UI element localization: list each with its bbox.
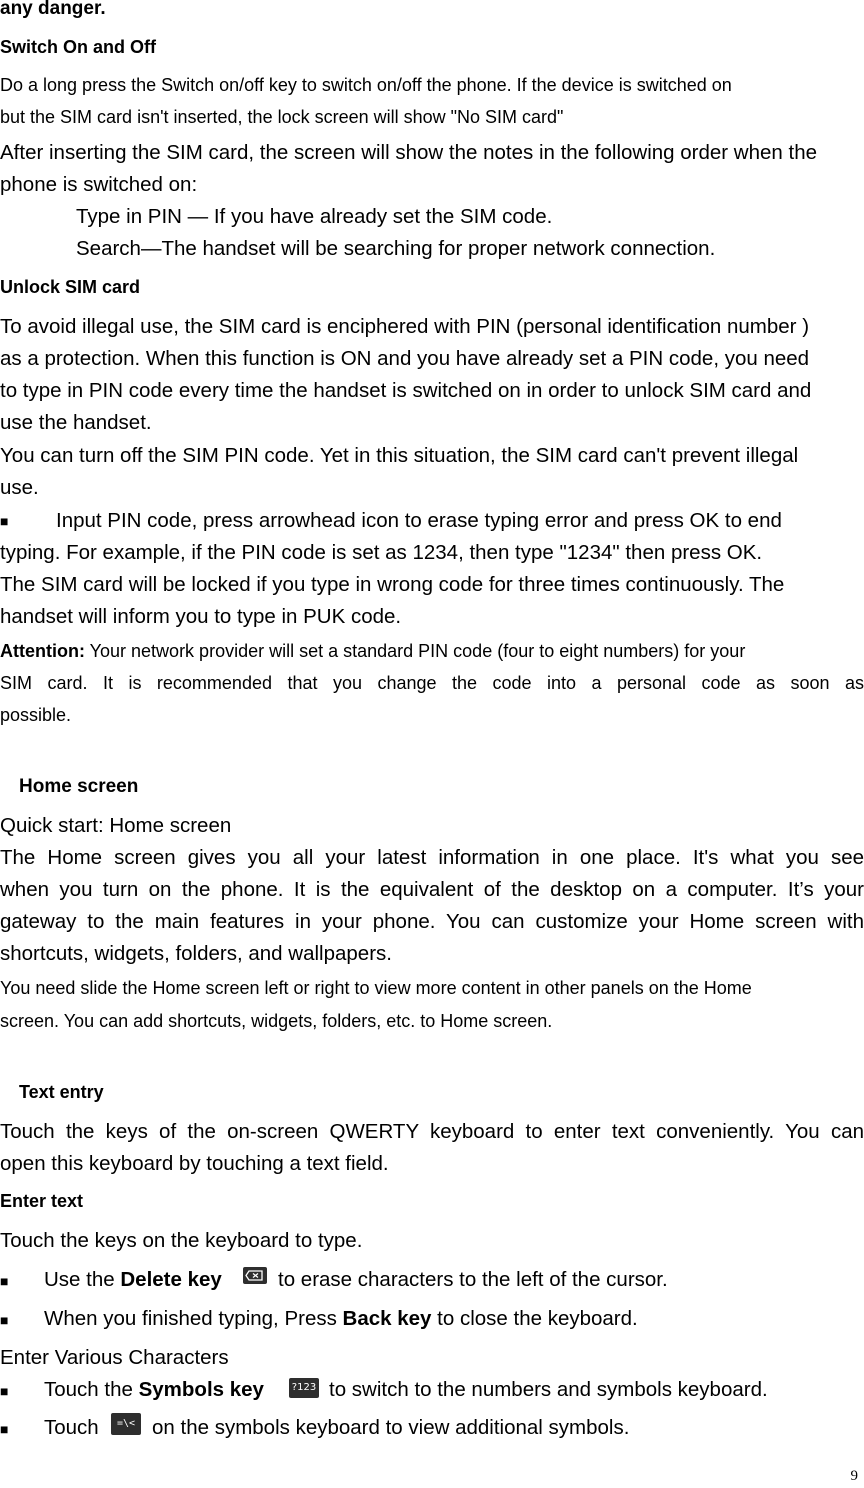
backspace-icon [243, 1267, 267, 1284]
bullet-text: Input PIN code, press arrowhead icon to erase typing error and press OK to end [56, 509, 782, 532]
bullet-text-part: Use the [44, 1268, 121, 1291]
paragraph-line: The SIM card will be locked if you type in wrong code for three times continuously. The [0, 573, 785, 596]
symbols-key-label: Symbols key [138, 1378, 264, 1401]
paragraph-line: possible. [0, 705, 72, 725]
paragraph-line: shortcuts, widgets, folders, and wallpapers. [0, 942, 392, 965]
bullet-icon: ■ [0, 1383, 9, 1399]
more-symbols-key-icon: =\< [111, 1413, 141, 1435]
bullet-icon: ■ [0, 1421, 9, 1437]
bullet-icon: ■ [0, 1312, 9, 1328]
paragraph-line: Do a long press the Switch on/off key to switch on/off the phone. If the device is switched on [0, 75, 732, 95]
paragraph-line: gateway to the main features in your phone. You can customize your Home screen with [0, 910, 864, 933]
bullet-text [44, 1378, 264, 1402]
bullet-text [44, 1307, 638, 1331]
page-number: 9 [850, 1468, 858, 1484]
paragraph-line: handset will inform you to type in PUK code. [0, 605, 402, 628]
paragraph-line: phone is switched on: [0, 173, 198, 196]
paragraph-line: SIM card. It is recommended that you change the code into a personal code as soon as [0, 673, 864, 693]
paragraph-line: After inserting the SIM card, the screen will show the notes in the following order when the [0, 141, 818, 164]
paragraph-line: You need slide the Home screen left or right to view more content in other panels on the Home [0, 978, 752, 998]
paragraph-line: The Home screen gives you all your latest information in one place. It's what you see [0, 846, 864, 869]
paragraph-line: open this keyboard by touching a text field. [0, 1152, 389, 1175]
bullet-text-part: on the symbols keyboard to view additional symbols. [152, 1416, 630, 1439]
paragraph-line: to type in PIN code every time the handset is switched on in order to unlock SIM card and [0, 379, 812, 402]
paragraph-line: To avoid illegal use, the SIM card is enciphered with PIN (personal identification number ) [0, 315, 810, 338]
bullet-text-part: to switch to the numbers and symbols keyboard. [329, 1378, 768, 1401]
paragraph-line: You can turn off the SIM PIN code. Yet in this situation, the SIM card can't prevent illegal [0, 444, 799, 467]
heading-text-entry: Text entry [19, 1082, 104, 1102]
line-any-danger: any danger. [0, 0, 106, 19]
bullet-icon: ■ [0, 513, 9, 529]
paragraph-line: Enter Various Characters [0, 1346, 229, 1369]
symbols-key-icon: ?123 [289, 1378, 319, 1398]
paragraph-line: as a protection. When this function is ON and you have already set a PIN code, you need [0, 347, 810, 370]
paragraph-line: use. [0, 476, 39, 499]
bullet-text-part: When you finished typing, Press [44, 1307, 343, 1330]
bullet-icon: ■ [0, 1273, 9, 1289]
bullet-text [44, 1268, 222, 1292]
paragraph-line: but the SIM card isn't inserted, the lock screen will show "No SIM card" [0, 107, 564, 127]
attention-text: Your network provider will set a standard PIN code (four to eight numbers) for your [84, 641, 746, 661]
paragraph-line: screen. You can add shortcuts, widgets, folders, etc. to Home screen. [0, 1011, 553, 1031]
paragraph-line: Touch the keys on the keyboard to type. [0, 1229, 363, 1252]
paragraph-line: when you turn on the phone. It is the equivalent of the desktop on a computer. It’s your [0, 878, 864, 901]
attention-label: Attention: [0, 641, 85, 661]
back-key-label: Back key [342, 1307, 432, 1330]
paragraph-line: typing. For example, if the PIN code is set as 1234, then type "1234" then press OK. [0, 541, 763, 564]
paragraph-line: Touch the keys of the on-screen QWERTY keyboard to enter text conveniently. You can [0, 1120, 864, 1143]
heading-home-screen: Home screen [19, 776, 139, 797]
list-item: Type in PIN — If you have already set the SIM code. [76, 205, 553, 228]
bullet-text-part: to close the keyboard. [431, 1307, 638, 1330]
heading-enter-text: Enter text [0, 1191, 84, 1211]
bullet-text-part: Touch [44, 1416, 99, 1439]
paragraph-line: Quick start: Home screen [0, 814, 232, 837]
list-item: Search—The handset will be searching for proper network connection. [76, 237, 716, 260]
attention-note [0, 641, 745, 662]
bullet-text-part: Touch the [44, 1378, 139, 1401]
heading-switch-on-off: Switch On and Off [0, 37, 156, 57]
heading-unlock-sim: Unlock SIM card [0, 277, 141, 297]
delete-key-label: Delete key [120, 1268, 222, 1291]
bullet-text-part: to erase characters to the left of the cursor. [278, 1268, 668, 1291]
paragraph-line: use the handset. [0, 411, 152, 434]
